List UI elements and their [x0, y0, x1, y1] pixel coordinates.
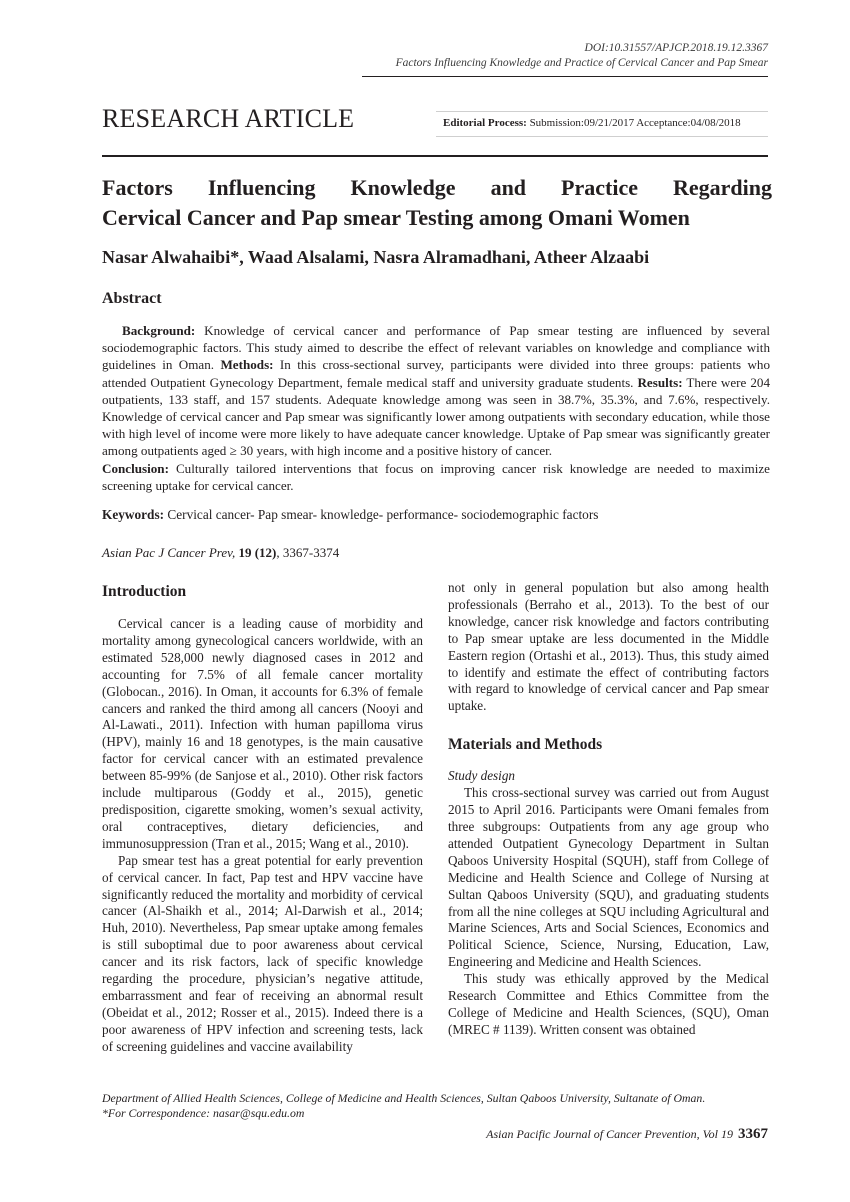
keywords-label: Keywords: — [102, 507, 165, 522]
intro-paragraph-1: Cervical cancer is a leading cause of morbidity and mortality among gynecological cancers worldwide, with an estimated 528,000 newly diagnosed cases in 2012 and accounting for 7.5% of all female cancer mortality (Globocan., 2016). In Oman, it accounts for 6.3% of female cancers and ranked the third among all cancers (Nooyi and Al-Lawati., 2011). Infection with human papilloma virus (HPV), mainly 16 and 18 genotypes, is the main causative factor for cervical cancer with an estimated prevalence between 85-99% (de Sanjose et al., 2010). Other risk factors include multiparous (Goddy et al., 2015), genetic predisposition, cigarette smoking, women’s sexual activity, oral contraceptives, dietary deficiencies, and immunosuppression (Tran et al., 2015; Wang et al., 2010). — [102, 616, 423, 851]
methods-heading: Materials and Methods — [448, 736, 603, 754]
editorial-label: Editorial Process: — [443, 117, 527, 129]
footnote — [102, 1091, 772, 1121]
citation-journal: Asian Pac J Cancer Prev, — [102, 545, 236, 560]
footer-journal: Asian Pacific Journal of Cancer Prevention, Vol 19 — [486, 1127, 733, 1141]
article-type: RESEARCH ARTICLE — [102, 104, 355, 133]
editorial-process-box — [436, 111, 768, 137]
citation-volume: 19 (12) — [238, 545, 277, 560]
methods-label: Methods: — [220, 357, 274, 373]
keywords — [102, 507, 770, 523]
abstract-heading: Abstract — [102, 290, 162, 307]
authors: Nasar Alwahaibi*, Waad Alsalami, Nasra Alramadhani, Atheer Alzaabi — [102, 247, 650, 267]
intro-paragraph-2: Pap smear test has a great potential for early prevention of cervical cancer. In fact, Pap test and HPV vaccine have significantly reduced the mortality and morbidity of cervical cancer (Al-Shaikh et al., 2014; Al-Darwish et al., 2014; Huh, 2010). Nevertheless, Pap smear uptake among females is still suboptimal due to poor awareness about cervical cancer and its risk factors, lack of specific knowledge regarding the procedure, physician’s negative attitude, embarrassment and fear of receiving an abnormal result (Obeidat et al., 2012; Rosser et al., 2015). Indeed there is a poor awareness of HPV infection and screening tests, lack of screening guidelines and vaccine availability — [102, 852, 423, 1054]
title-line-2: Cervical Cancer and Pap smear Testing among Omani Women — [102, 205, 690, 230]
background-label: Background: — [122, 323, 196, 338]
methods-paragraph-1: This cross-sectional survey was carried out from August 2015 to April 2016. Participants were Omani females from three subgroups: Outpatients from any age group who attended Outpatient Gynecology Department in Sultan Qaboos University Hospital (SQUH), staff from College of Medicine and Health Science and College of Nursing at Sultan Qaboos University (SQU), and graduating students from all the nine colleges at SQU including Agricultural and Marine Sciences, Arts and Social Sciences, Economics and Political Science, Science, Nursing, Education, Law, Engineering and Medicine and Health Sciences. — [448, 785, 769, 970]
editorial-dates: Submission:09/21/2017 Acceptance:04/08/2018 — [529, 117, 741, 129]
title-line-1: Factors Influencing Knowledge and Practice Regarding — [102, 175, 772, 200]
page-footer — [486, 1126, 768, 1143]
conclusion-label: Conclusion: — [102, 460, 169, 476]
page-number: 3367 — [738, 1126, 768, 1142]
doi: DOI:10.31557/APJCP.2018.19.12.3367 — [584, 42, 768, 54]
citation — [102, 545, 339, 561]
affiliation: Department of Allied Health Sciences, College of Medicine and Health Sciences, Sultan Qaboos University, Sultanate of Oman. — [102, 1091, 706, 1105]
running-title: Factors Influencing Knowledge and Practice of Cervical Cancer and Pap Smear — [395, 57, 768, 69]
citation-pages: , 3367-3374 — [276, 545, 340, 560]
results-label: Results: — [637, 374, 683, 390]
title-rule — [102, 155, 768, 157]
methods-text: In this cross-sectional survey, participants were divided into three groups: patients who attended Outpatient Gynecology Department, female medical staff and university graduate students. — [102, 357, 770, 390]
right-column — [448, 580, 769, 1039]
background-text: Knowledge of cervical cancer and performance of Pap smear testing are influenced by several sociodemographic factors. This study aimed to describe the effect of relevant variables on knowledge and compliance with guidelines in Oman. — [102, 323, 770, 373]
header-rule — [362, 76, 768, 77]
keywords-text: Cervical cancer- Pap smear- knowledge- performance- sociodemographic factors — [164, 507, 599, 522]
left-column — [102, 582, 423, 1056]
abstract-body — [102, 322, 770, 494]
article-title — [102, 173, 772, 233]
study-design-subheading: Study design — [448, 768, 516, 784]
introduction-heading: Introduction — [102, 583, 187, 600]
results-text: There were 204 outpatients, 133 staff, and 157 students. Adequate knowledge among was seen in 38.7%, 35.3%, and 7.6%, respectively. Knowledge of cervical cancer and Pap smear was significantly lower among outpatients with secondary education, while those with high level of income were more likely to have adequate cancer knowledge. Uptake of Pap smear was significantly greater among outpatients aged ≥ 30 years, with high income and a positive history of cancer. — [102, 374, 770, 459]
intro-paragraph-3: not only in general population but also among health professionals (Berraho et al., 2013). To the best of our knowledge, cancer risk knowledge and factors contributing to Pap smear uptake are less documented in the Middle Eastern region (Ortashi et al., 2013). Thus, this study aimed to identify and estimate the effect of contributing factors with regard to knowledge of cervical cancer and Pap smear uptake. — [448, 580, 769, 714]
methods-paragraph-2: This study was ethically approved by the Medical Research Committee and Ethics Committee from the College of Medicine and Health Sciences, (SQU), Oman (MREC # 1139). Written consent was obtained — [448, 971, 769, 1037]
correspondence: *For Correspondence: nasar@squ.edu.om — [102, 1106, 305, 1120]
conclusion-text: Culturally tailored interventions that focus on improving cancer risk knowledge are needed to maximize screening uptake for cervical cancer. — [102, 460, 770, 493]
